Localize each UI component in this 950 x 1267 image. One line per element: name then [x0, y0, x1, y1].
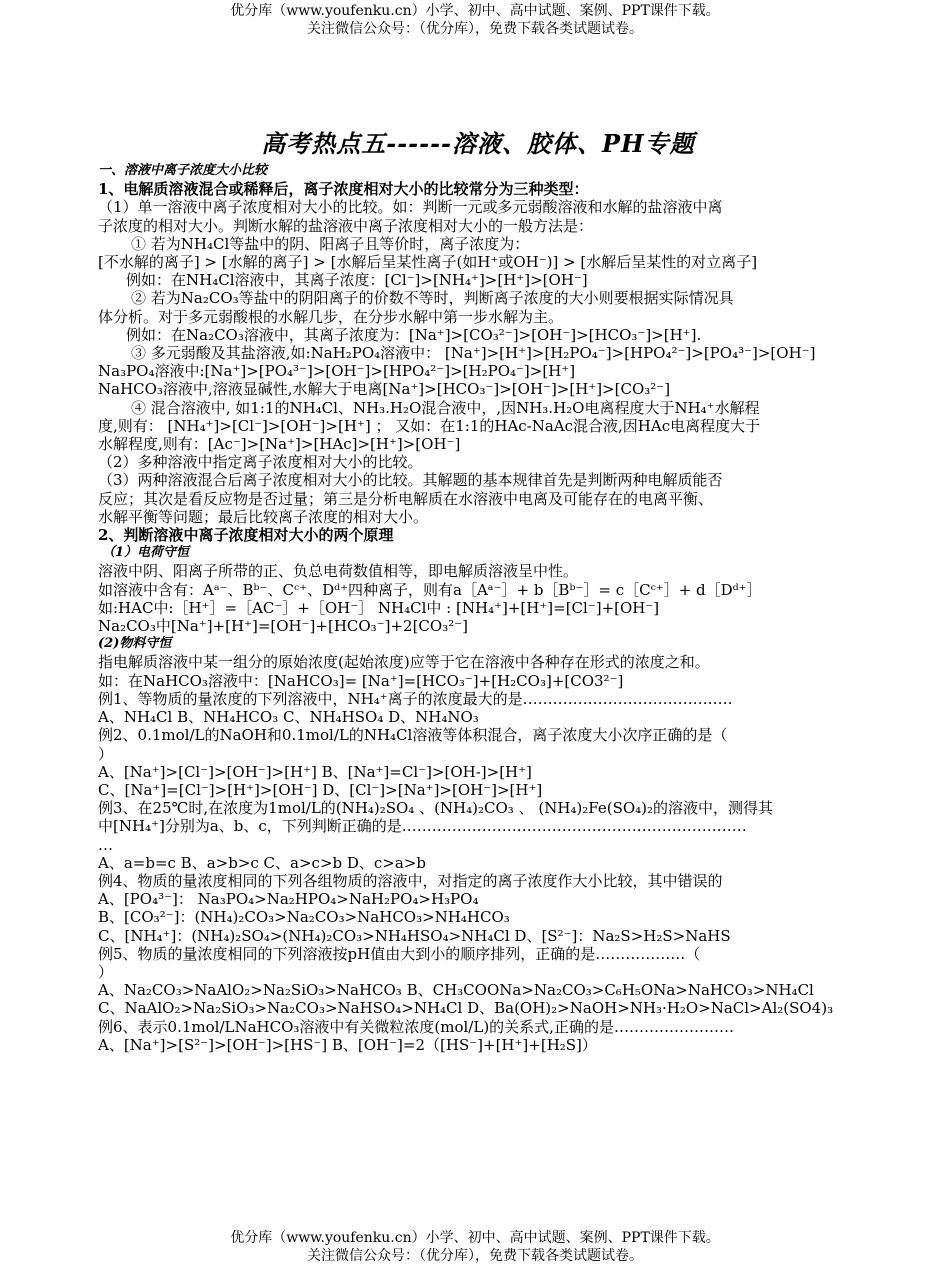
- question-line: 例2、0.1mol/L的NaOH和0.1mol/L的NH₄Cl溶液等体积混合，离子浓度大小次序正确的是（: [98, 726, 728, 745]
- document-body: [98, 128, 858, 1128]
- principle-heading: （1）电荷守恒: [102, 545, 190, 561]
- subsection-heading: 1、电解质溶液混合或稀释后，离子浓度相对大小的比较常分为三种类型：: [98, 180, 589, 199]
- question-line: …: [98, 835, 113, 854]
- paragraph-line: 如溶液中含有：Aᵃ⁻、Bᵇ⁻、Cᶜ⁺、Dᵈ⁺四种离子，则有a［Aᵃ⁻］+ b［Bᵇ⁻］= c［Cᶜ⁺］+ d［Dᵈ⁺］: [98, 580, 762, 599]
- document-title: 高考热点五------溶液、胶体、PH专题: [261, 129, 695, 158]
- paragraph-line: Na₃PO₄溶液中:[Na⁺]>[PO₄³⁻]>[OH⁻]>[HPO₄²⁻]>[H₂PO₄⁻]>[H⁺]: [98, 362, 576, 381]
- question-line: 例6、表示0.1mol/LNaHCO₃溶液中有关微粒浓度(mol/L)的关系式,正确的是……………………: [98, 1017, 734, 1036]
- paragraph-line: ④ 混合溶液中, 如1:1的NH₄Cl、NH₃.H₂O混合液中，,因NH₃.H₂O电离程度大于NH₄⁺水解程: [131, 398, 760, 417]
- option-line: C、[NH₄⁺]：(NH₄)₂SO₄>(NH₄)₂CO₃>NH₄HSO₄>NH₄Cl D、[S²⁻]：Na₂S>H₂S>NaHS: [98, 926, 731, 945]
- question-line: 例4、物质的量浓度相同的下列各组物质的溶液中，对指定的离子浓度作大小比较，其中错误的: [98, 871, 723, 890]
- question-line: 例3、在25℃时,在浓度为1mol/L的(NH₄)₂SO₄ 、(NH₄)₂CO₃ 、 (NH₄)₂Fe(SO₄)₂的溶液中，测得其: [98, 799, 774, 818]
- option-line: A、[Na⁺]>[S²⁻]>[OH⁻]>[HS⁻] B、[OH⁻]=2（[HS⁻]+[H⁺]+[H₂S]）: [98, 1035, 597, 1054]
- paragraph-line: [不水解的离子] > [水解的离子] > [水解后呈某性离子(如H⁺或OH⁻)] > [水解后呈某性的对立离子]: [98, 253, 758, 272]
- paragraph-line: 度,则有： [NH₄⁺]>[Cl⁻]>[OH⁻]>[H⁺] ； 又如：在1:1的HAc-NaAc混合液,因HAc电离程度大于: [98, 416, 761, 435]
- example-line: 例如：在Na₂CO₃溶液中，其离子浓度为：[Na⁺]>[CO₃²⁻]>[OH⁻]>[HCO₃⁻]>[H⁺].: [126, 325, 702, 344]
- paragraph-line: （1）单一溶液中离子浓度相对大小的比较。如：判断一元或多元弱酸溶液和水解的盐溶液中离: [98, 198, 723, 217]
- question-line: ）: [98, 744, 114, 763]
- example-line: 例如：在NH₄Cl溶液中，其离子浓度：[Cl⁻]>[NH₄⁺]>[H⁺]>[OH⁻]: [126, 271, 588, 290]
- paragraph-line: NaHCO₃溶液中,溶液显碱性,水解大于电离[Na⁺]>[HCO₃⁻]>[OH⁻]>[H⁺]>[CO₃²⁻]: [98, 380, 671, 399]
- paragraph-line: 如：在NaHCO₃溶液中：[NaHCO₃]= [Na⁺]=[HCO₃⁻]+[H₂CO₃]+[CO3²⁻]: [98, 671, 624, 690]
- paragraph-line: 子浓度的相对大小。判断水解的盐溶液中离子浓度相对大小的一般方法是：: [98, 216, 594, 235]
- option-line: A、NH₄Cl B、NH₄HCO₃ C、NH₄HSO₄ D、NH₄NO₃: [98, 708, 479, 727]
- paragraph-line: 指电解质溶液中某一组分的原始浓度(起始浓度)应等于它在溶液中各种存在形式的浓度之和。: [98, 653, 710, 672]
- option-line: A、Na₂CO₃>NaAlO₂>Na₂SiO₃>NaHCO₃ B、CH₃COONa>Na₂CO₃>C₆H₅ONa>NaHCO₃>NH₄Cl: [98, 981, 814, 1000]
- principle-heading: (2)物料守恒: [98, 636, 172, 652]
- paragraph-line: 反应；其次是看反应物是否过量；第三是分析电解质在水溶液中电离及可能存在的电离平衡、: [98, 489, 714, 508]
- paragraph-line: （2）多种溶液中指定离子浓度相对大小的比较。: [98, 453, 423, 472]
- option-line: C、[Na⁺]=[Cl⁻]>[H⁺]>[OH⁻] D、[Cl⁻]>[Na⁺]>[OH⁻]>[H⁺]: [98, 780, 543, 799]
- paragraph-line: 水解平衡等问题；最后比较离子浓度的相对大小。: [98, 507, 429, 526]
- paragraph-line: 水解程度,则有：[Ac⁻]>[Na⁺]>[HAc]>[H⁺]>[OH⁻]: [98, 435, 461, 454]
- paragraph-line: ① 若为NH₄Cl等盐中的阴、阳离子且等价时，离子浓度为：: [131, 234, 530, 253]
- paragraph-line: 如:HAC中:［H⁺］=［AC⁻］+［OH⁻］ NH₄Cl中 : [NH₄⁺]+[H⁺]=[Cl⁻]+[OH⁻]: [98, 598, 660, 617]
- option-line: A、a=b=c B、a>b>c C、a>c>b D、c>a>b: [98, 853, 426, 872]
- option-line: C、NaAlO₂>Na₂SiO₃>Na₂CO₃>NaHSO₄>NH₄Cl D、Ba(OH)₂>NaOH>NH₃·H₂O>NaCl>Al₂(SO4)₃: [98, 999, 834, 1018]
- question-line: 中[NH₄⁺]分别为a、b、c，下列判断正确的是……………………………………………………………: [98, 817, 747, 836]
- footer-line-2: 关注微信公众号：（优分库），免费下载各类试题试卷。: [307, 1248, 643, 1264]
- page-footer: [0, 1229, 950, 1265]
- page-header: [0, 2, 950, 38]
- paragraph-line: ③ 多元弱酸及其盐溶液,如:NaH₂PO₄溶液中： [Na⁺]>[H⁺]>[H₂PO₄⁻]>[HPO₄²⁻]>[PO₄³⁻]>[OH⁻]: [131, 344, 816, 363]
- option-line: A、[Na⁺]>[Cl⁻]>[OH⁻]>[H⁺] B、[Na⁺]=Cl⁻]>[OH-]>[H⁺]: [98, 762, 532, 781]
- paragraph-line: 体分析。对于多元弱酸根的水解几步，在分步水解中第一步水解为主。: [98, 307, 564, 326]
- paragraph-line: Na₂CO₃中[Na⁺]+[H⁺]=[OH⁻]+[HCO₃⁻]+2[CO₃²⁻]: [98, 617, 468, 636]
- option-line: B、[CO₃²⁻]：(NH₄)₂CO₃>Na₂CO₃>NaHCO₃>NH₄HCO₃: [98, 908, 510, 927]
- paragraph-line: 溶液中阴、阳离子所带的正、负总电荷数值相等，即电解质溶液呈中性。: [98, 562, 579, 581]
- question-line: 例5、物质的量浓度相同的下列溶液按pH值由大到小的顺序排列，正确的是………………（: [98, 944, 701, 963]
- footer-line-1: 优分库（www.youfenku.cn）小学、初中、高中试题、案例、PPT课件下载。: [230, 1230, 720, 1246]
- section-heading: 一、溶液中离子浓度大小比较: [98, 163, 268, 178]
- question-line: ）: [98, 962, 114, 981]
- paragraph-line: （3）两种溶液混合后离子浓度相对大小的比较。其解题的基本规律首先是判断两种电解质能否: [98, 471, 723, 490]
- option-line: A、[PO₄³⁻]： Na₃PO₄>Na₂HPO₄>NaH₂PO₄>H₃PO₄: [98, 890, 479, 909]
- header-line-2: 关注微信公众号：（优分库），免费下载各类试题试卷。: [307, 21, 643, 37]
- question-line: 例1、等物质的量浓度的下列溶液中，NH₄⁺离子的浓度最大的是……………………………………: [98, 689, 733, 708]
- subsection-heading: 2、判断溶液中离子浓度相对大小的两个原理: [98, 526, 394, 545]
- header-line-1: 优分库（www.youfenku.cn）小学、初中、高中试题、案例、PPT课件下载。: [230, 3, 720, 19]
- paragraph-line: ② 若为Na₂CO₃等盐中的阴阳离子的价数不等时，判断离子浓度的大小则要根据实际情况具: [131, 289, 734, 308]
